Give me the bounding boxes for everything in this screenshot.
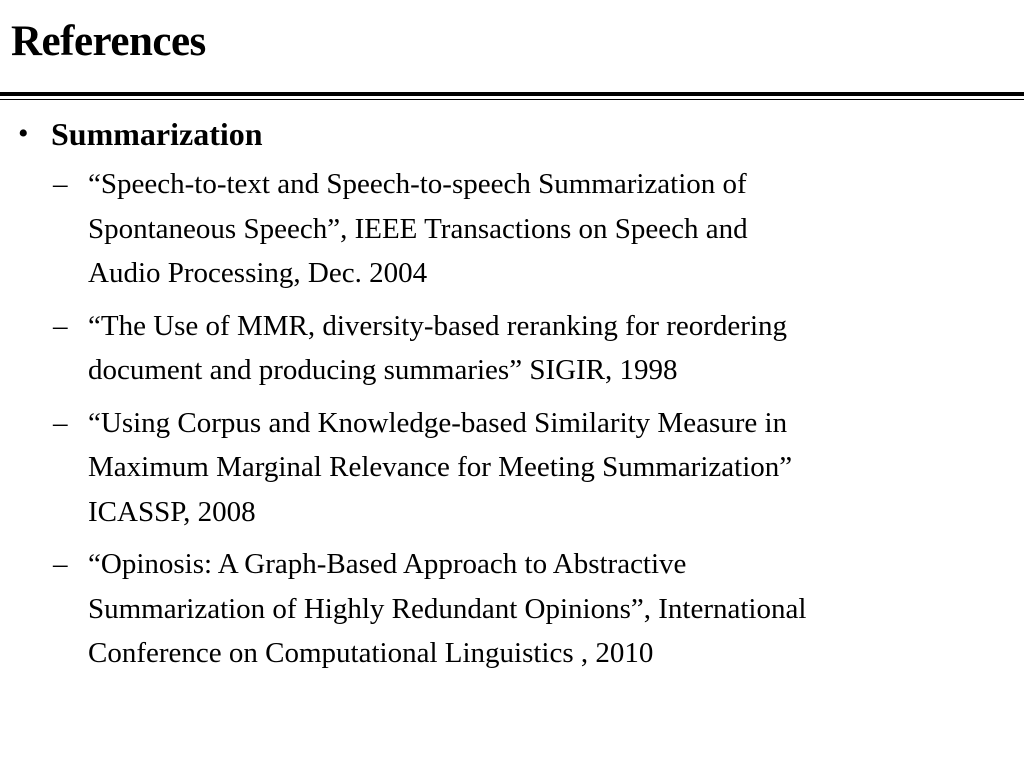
reference-line: “Using Corpus and Knowledge-based Similarity Measure in bbox=[88, 406, 788, 439]
reference-line: Conference on Computational Linguistics , 2010 bbox=[88, 637, 654, 669]
slide-title: References bbox=[11, 18, 206, 65]
dash-bullet-icon: – bbox=[53, 406, 68, 439]
reference-line: document and producing summaries” SIGIR, 1998 bbox=[88, 354, 678, 386]
reference-item bbox=[0, 401, 1024, 535]
reference-line: Audio Processing, Dec. 2004 bbox=[88, 257, 428, 289]
reference-line: “Opinosis: A Graph-Based Approach to Abstractive bbox=[88, 548, 687, 580]
title-divider-thick bbox=[0, 92, 1024, 96]
reference-line: “Speech-to-text and Speech-to-speech Summarization of bbox=[88, 168, 747, 200]
reference-line: ICASSP, 2008 bbox=[88, 495, 256, 528]
dash-bullet-icon: – bbox=[53, 168, 68, 200]
topic-summarization bbox=[0, 106, 1024, 162]
bullet-icon: • bbox=[18, 117, 29, 150]
reference-item bbox=[0, 304, 1024, 393]
reference-item bbox=[0, 162, 1024, 296]
reference-line: Summarization of Highly Redundant Opinions”, International bbox=[88, 592, 807, 625]
reference-item bbox=[0, 542, 1024, 676]
reference-line: Maximum Marginal Relevance for Meeting Summarization” bbox=[88, 451, 793, 483]
topic-label: Summarization bbox=[51, 116, 263, 152]
reference-line: “The Use of MMR, diversity-based reranking for reordering bbox=[88, 309, 788, 342]
dash-bullet-icon: – bbox=[53, 309, 68, 342]
reference-line: Spontaneous Speech”, IEEE Transactions on Speech and bbox=[88, 212, 748, 245]
slide-body bbox=[0, 106, 1024, 684]
reference-list bbox=[0, 162, 1024, 676]
title-divider-thin bbox=[0, 99, 1024, 100]
dash-bullet-icon: – bbox=[53, 548, 68, 580]
